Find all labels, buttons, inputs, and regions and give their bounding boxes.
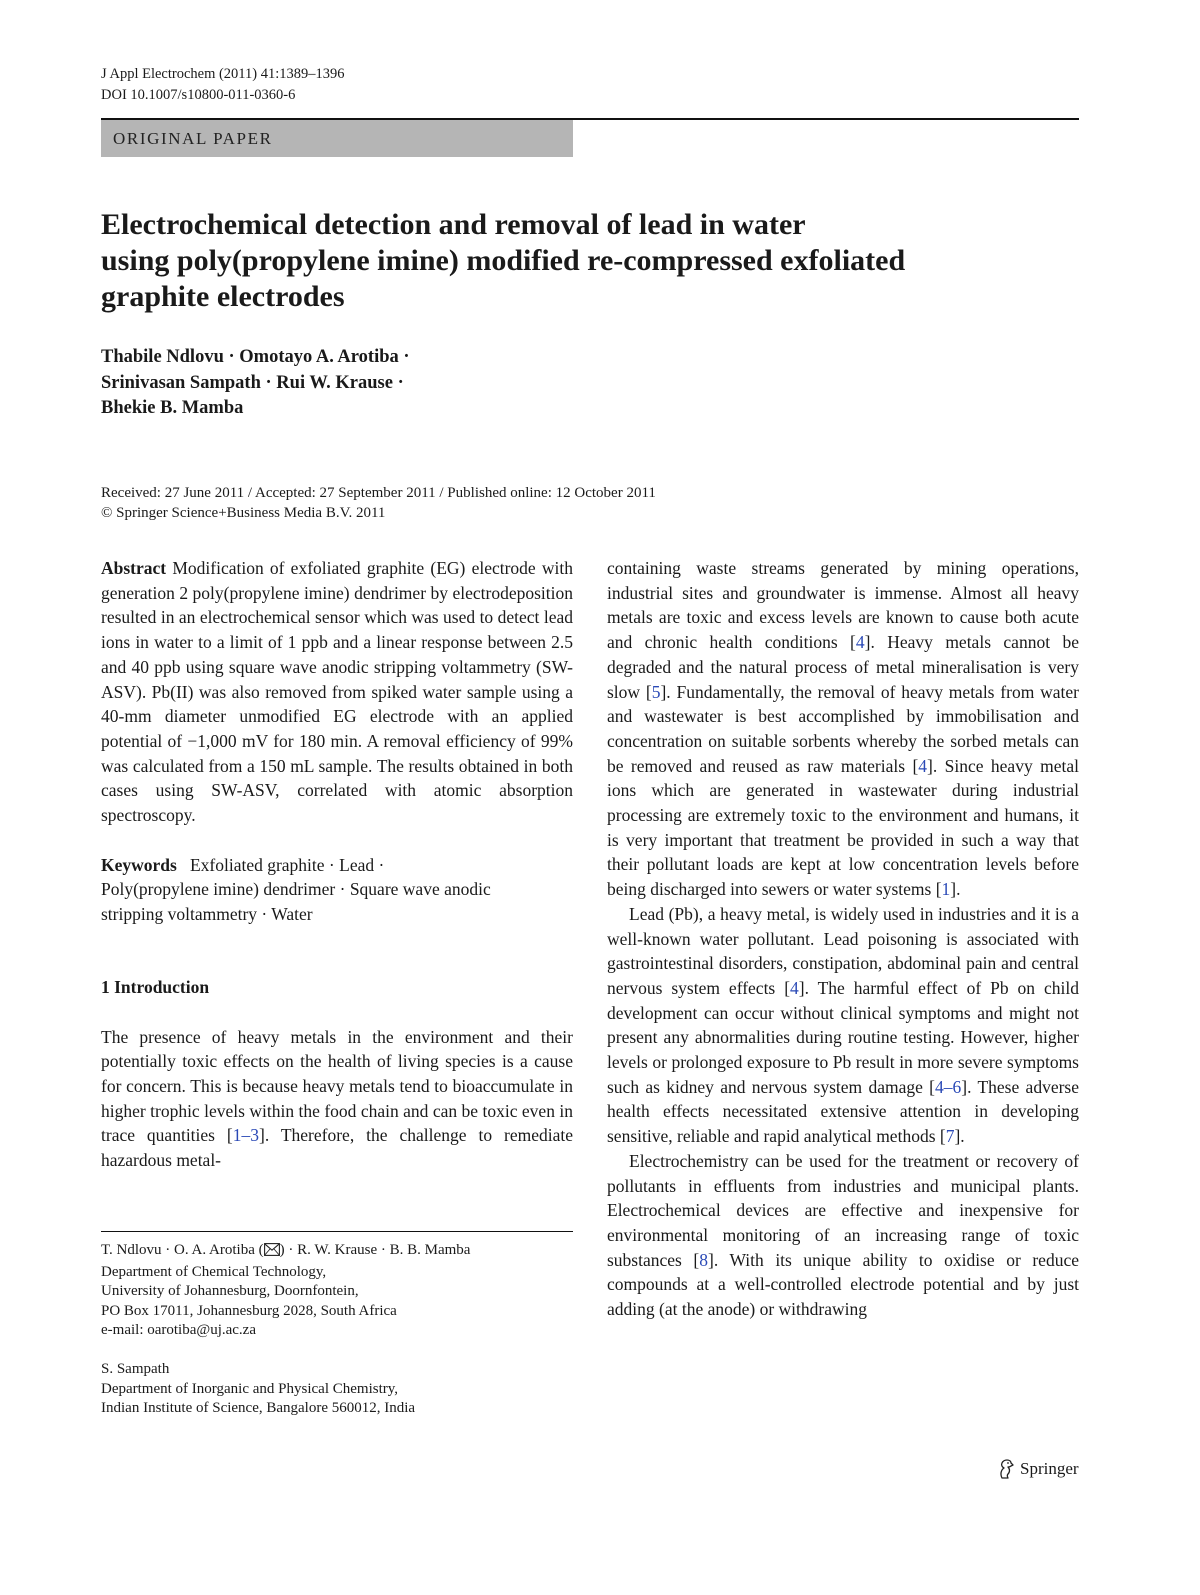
left-column <box>101 556 573 1173</box>
affiliation-text: ) · R. W. Krause · B. B. Mamba <box>279 1242 471 1258</box>
citation-link[interactable]: 1 <box>232 1125 242 1146</box>
affiliation-line: Department of Inorganic and Physical Chemistry, <box>101 1380 399 1397</box>
affiliation-block <box>101 1241 573 1341</box>
title-line-3: graphite electrodes <box>101 280 345 313</box>
body-text: containing waste streams generated by mining operations, industrial sites and groundwater is immense. Almost all heavy metals are toxic and excess levels are known to cause both acute and chronic health conditions [ <box>607 558 1079 653</box>
keywords-line-1: Exfoliated graphite · Lead · <box>189 854 385 875</box>
keywords <box>101 853 573 927</box>
authors-line-3: Bhekie B. Mamba <box>101 398 244 418</box>
journal-header <box>101 64 345 106</box>
body-text: ]. Since heavy metal ions which are generated in wastewater during industrial processing are extremely toxic to the environment and humans, it is very important that treatment be provided in such a way that their pollutant loads are kept at low concentration levels before being discharged into sewers or water systems [ <box>607 755 1079 900</box>
body-text: ]. These adverse health effects necessitated extensive attention in developing sensitive, reliable and rapid analytical methods [ <box>607 1076 1079 1147</box>
body-paragraph <box>607 556 1079 902</box>
citation-dash: – <box>241 1125 251 1146</box>
citation-link[interactable]: 4 <box>855 632 865 653</box>
journal-citation: J Appl Electrochem (2011) 41:1389–1396 <box>101 66 345 82</box>
springer-horse-icon <box>996 1458 1016 1480</box>
section-heading-introduction: 1 Introduction <box>101 976 210 997</box>
citation-link[interactable]: 5 <box>651 681 661 702</box>
citation-link[interactable]: 8 <box>699 1249 708 1270</box>
title-line-2: using poly(propylene imine) modified re-compressed exfoliated <box>101 244 906 277</box>
citation-link[interactable]: 1 <box>941 879 951 900</box>
authors-line-2: Srinivasan Sampath · Rui W. Krause · <box>101 372 404 393</box>
intro-paragraph <box>101 1025 573 1173</box>
keywords-label: Keywords <box>101 854 177 875</box>
body-text: ]. With its unique ability to oxidise or reduce compounds at a well-controlled electrode potential and by just adding (at the anode) or withdrawing <box>607 1249 1079 1320</box>
citation-link[interactable]: 6 <box>952 1076 962 1097</box>
citation-link[interactable]: 4 <box>918 755 928 776</box>
footnote-rule <box>101 1231 573 1232</box>
body-text: ]. <box>950 879 961 900</box>
author-list <box>101 345 661 422</box>
body-text: ]. Fundamentally, the removal of heavy metals from water and wastewater is best accomplished by immobilisation and concentration on suitable sorbents whereby the sorbed metals can be removed and reused as raw materials [ <box>607 681 1079 776</box>
keywords-line-3: stripping voltammetry · Water <box>101 904 313 925</box>
citation-link[interactable]: 3 <box>250 1125 260 1146</box>
body-paragraph <box>607 902 1079 1149</box>
authors-line-1: Thabile Ndlovu · Omotayo A. Arotiba · <box>101 347 410 367</box>
citation-link[interactable]: 4 <box>790 977 799 998</box>
publication-dates <box>101 483 1081 523</box>
paper-title <box>101 207 1081 315</box>
affiliation-block <box>101 1360 573 1419</box>
affiliation-line: University of Johannesburg, Doornfontein, <box>101 1283 359 1300</box>
citation-link[interactable]: 7 <box>945 1126 955 1147</box>
envelope-icon <box>264 1243 280 1263</box>
body-text: Electrochemistry can be used for the treatment or recovery of pollutants in effluents from industries and municipal plants. Electrochemical devices are effective and inexpensive for environmental monitoring of an increasing range of toxic substances [ <box>607 1150 1079 1270</box>
abstract-text: Modification of exfoliated graphite (EG) electrode with generation 2 poly(propylene imine) dendrimer by electrodeposition resulted in an electrochemical sensor which was used to detect lead ions in water to a limit of 1 ppb and a linear response between 2.5 and 40 ppb using square wave anodic stripping voltammetry (SW-ASV). Pb(II) was also removed from spiked water sample using a 40-mm diameter unmodified EG electrode with an applied potential of −1,000 mV for 180 min. A removal efficiency of 99% was calculated from a 150 mL sample. The results obtained in both cases using SW-ASV, correlated with atomic absorption spectroscopy. <box>101 558 574 826</box>
body-text: ]. Heavy metals cannot be degraded and the natural process of metal mineralisation is very slow [ <box>607 632 1079 702</box>
affiliation-line: PO Box 17011, Johannesburg 2028, South Africa <box>101 1302 397 1319</box>
citation-dash: – <box>943 1076 953 1097</box>
affiliation-line: Department of Chemical Technology, <box>101 1263 327 1280</box>
affiliation-text: T. Ndlovu · O. A. Arotiba ( <box>101 1242 264 1258</box>
history-dates: Received: 27 June 2011 / Accepted: 27 September 2011 / Published online: 12 October 2011 <box>101 485 656 501</box>
abstract-label: Abstract <box>101 558 167 578</box>
affiliation-authors <box>101 1241 573 1263</box>
keywords-line-2: Poly(propylene imine) dendrimer · Square wave anodic <box>101 879 491 900</box>
affiliation-author: S. Sampath <box>101 1360 170 1377</box>
author-affiliations <box>101 1241 573 1419</box>
publisher-logo <box>996 1458 1079 1480</box>
intro-text: ]. Therefore, the challenge to remediate hazardous metal- <box>101 1125 573 1171</box>
body-text: Lead (Pb), a heavy metal, is widely used in industries and it is a well-known water pollutant. Lead poisoning is associated with gastrointestinal disorders, constipation, abdominal pain and central nervous system effects [ <box>607 903 1079 998</box>
author-email[interactable]: e-mail: oarotiba@uj.ac.za <box>101 1322 256 1339</box>
intro-text: The presence of heavy metals in the environment and their potentially toxic effects on the health of living species is a cause for concern. This is because heavy metals tend to bioaccumulate in higher trophic levels within the food chain and can be toxic even in trace quantities [ <box>101 1026 573 1146</box>
body-paragraph <box>607 1149 1079 1322</box>
abstract <box>101 556 573 828</box>
copyright: © Springer Science+Business Media B.V. 2011 <box>101 505 386 521</box>
citation-link[interactable]: 4 <box>935 1076 944 1097</box>
doi: DOI 10.1007/s10800-011-0360-6 <box>101 87 296 103</box>
paper-type-banner: ORIGINAL PAPER <box>101 120 573 157</box>
title-line-1: Electrochemical detection and removal of lead in water <box>101 208 806 241</box>
body-text: ]. <box>954 1126 965 1147</box>
right-column <box>607 556 1079 1322</box>
publisher-name: Springer <box>1020 1459 1079 1478</box>
affiliation-line: Indian Institute of Science, Bangalore 560012, India <box>101 1400 416 1417</box>
body-text: ]. The harmful effect of Pb on child development can occur without clinical symptoms and might not present any abnormalities during routine testing. However, higher levels or prolonged exposure to Pb result in more severe symptoms such as kidney and nervous system damage [ <box>607 977 1079 1097</box>
